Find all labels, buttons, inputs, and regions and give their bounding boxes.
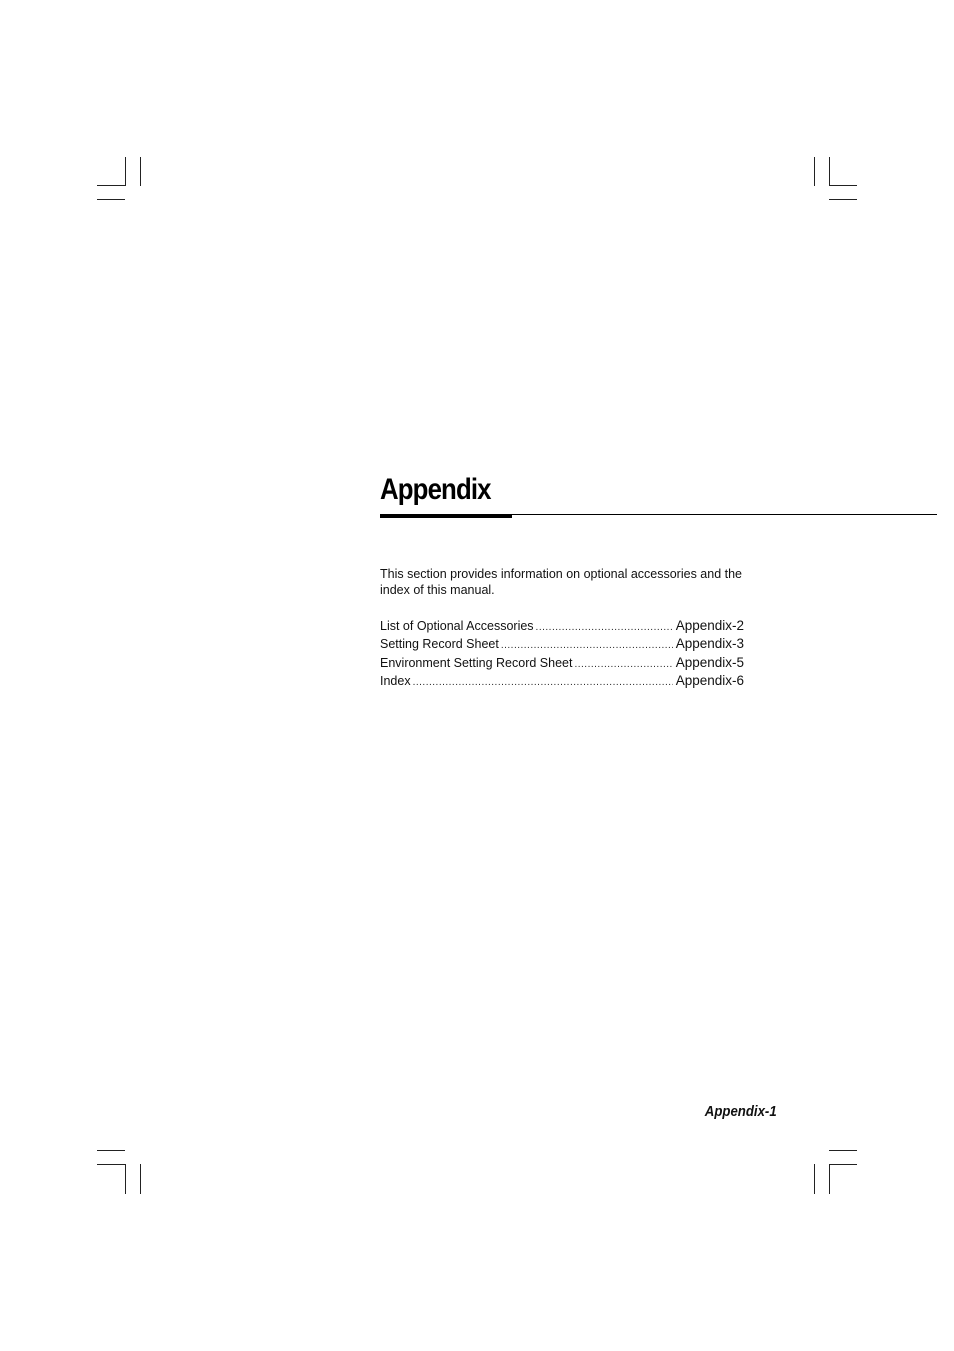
- title-rule-thin: [510, 514, 937, 515]
- toc-entry-environment-setting-record-sheet[interactable]: [380, 654, 744, 672]
- crop-mark: [829, 1164, 830, 1194]
- table-of-contents: [380, 617, 744, 690]
- crop-mark: [125, 157, 126, 186]
- page-number: Appendix-1: [705, 1103, 777, 1120]
- crop-mark: [829, 185, 857, 186]
- toc-leader-dots: [413, 674, 673, 692]
- toc-entry-label: List of Optional Accessories: [380, 619, 534, 633]
- title-rule-thick: [380, 514, 512, 518]
- crop-mark: [829, 157, 830, 186]
- toc-leader-dots: [501, 637, 673, 655]
- crop-mark: [140, 157, 141, 186]
- crop-mark: [814, 1164, 815, 1194]
- toc-entry-page: Appendix-5: [675, 654, 744, 670]
- toc-leader-dots: [574, 656, 672, 674]
- toc-leader-dots: [536, 619, 673, 637]
- crop-mark: [140, 1164, 141, 1194]
- toc-entry-label: Setting Record Sheet: [380, 637, 499, 652]
- crop-mark: [97, 185, 125, 186]
- crop-mark: [97, 1150, 125, 1151]
- toc-entry-index[interactable]: [380, 672, 744, 690]
- crop-mark: [829, 1164, 857, 1165]
- crop-mark: [97, 199, 125, 200]
- crop-mark: [829, 1150, 857, 1151]
- crop-mark: [125, 1164, 126, 1194]
- crop-mark: [829, 199, 857, 200]
- toc-entry-page: Appendix-3: [675, 636, 744, 652]
- toc-entry-optional-accessories[interactable]: [380, 617, 744, 635]
- toc-entry-label: Index: [380, 673, 411, 688]
- crop-mark: [814, 157, 815, 186]
- page-title: Appendix: [380, 473, 491, 506]
- intro-paragraph: This section provides information on optional accessories and the index of this manual.: [380, 567, 743, 597]
- toc-entry-label: Environment Setting Record Sheet: [380, 655, 573, 670]
- toc-entry-setting-record-sheet[interactable]: [380, 635, 744, 653]
- toc-entry-page: Appendix-6: [675, 672, 744, 688]
- toc-entry-page: Appendix-2: [675, 618, 744, 633]
- crop-mark: [97, 1164, 125, 1165]
